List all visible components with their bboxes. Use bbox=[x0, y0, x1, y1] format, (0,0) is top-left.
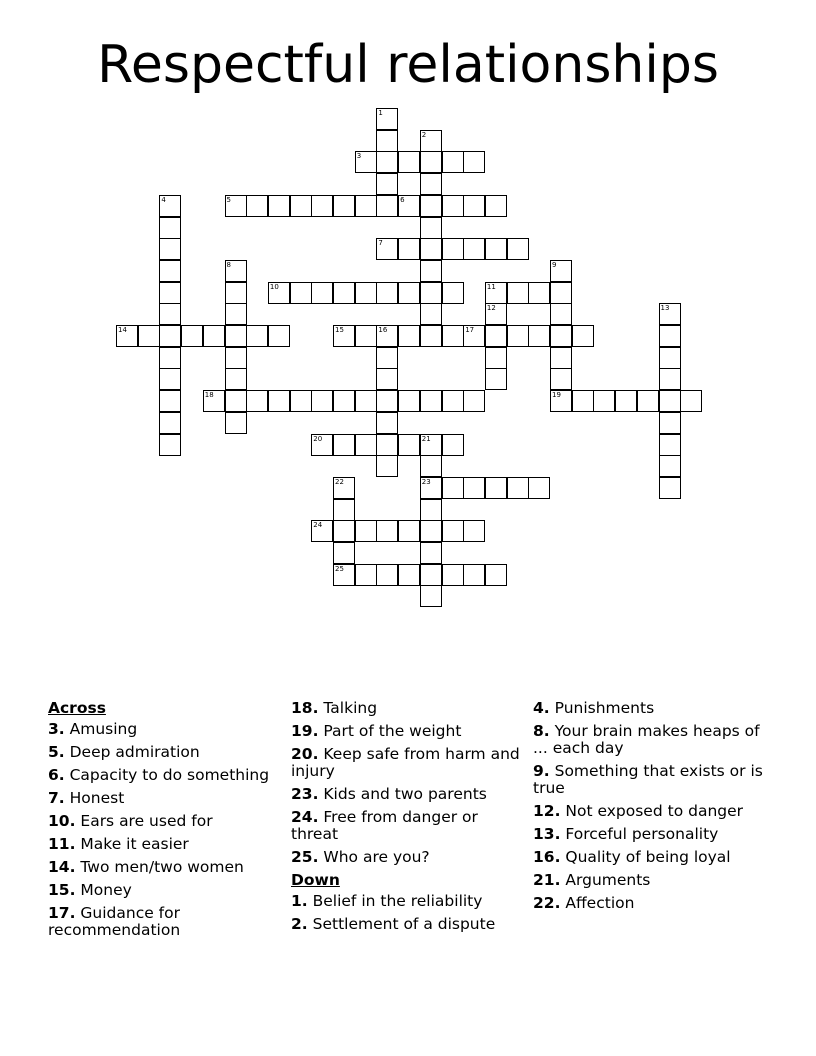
grid-cell[interactable] bbox=[659, 412, 681, 434]
cell-number: 8 bbox=[226, 260, 231, 269]
grid-cell[interactable] bbox=[268, 282, 290, 304]
clue-item bbox=[48, 721, 273, 738]
grid-cell[interactable] bbox=[225, 347, 247, 369]
clue-text: Make it easier bbox=[75, 835, 189, 853]
grid-cell[interactable] bbox=[485, 368, 507, 390]
grid-cell[interactable] bbox=[398, 390, 420, 412]
grid-cell[interactable] bbox=[420, 477, 442, 499]
grid-cell[interactable] bbox=[159, 368, 181, 390]
clue-text: Something that exists or is true bbox=[533, 762, 763, 797]
clue-number: 16. bbox=[533, 848, 561, 866]
grid-cell[interactable] bbox=[355, 520, 377, 542]
grid-cell[interactable] bbox=[116, 325, 138, 347]
grid-cell[interactable] bbox=[225, 390, 247, 412]
grid-cell[interactable] bbox=[333, 282, 355, 304]
grid-cell[interactable] bbox=[528, 282, 550, 304]
grid-cell[interactable] bbox=[420, 434, 442, 456]
grid-cell[interactable] bbox=[290, 282, 312, 304]
grid-cell[interactable] bbox=[290, 195, 312, 217]
clue-number: 20. bbox=[291, 745, 319, 763]
clue-number: 4. bbox=[533, 699, 550, 717]
clue-item bbox=[291, 723, 521, 740]
grid-cell[interactable] bbox=[463, 520, 485, 542]
cell-number: 9 bbox=[552, 260, 557, 269]
clue-item bbox=[48, 744, 273, 761]
cell-number: 20 bbox=[313, 434, 323, 443]
clue-number: 25. bbox=[291, 848, 319, 866]
clue-number: 3. bbox=[48, 720, 65, 738]
grid-cell[interactable] bbox=[442, 434, 464, 456]
clue-item bbox=[291, 700, 521, 717]
grid-cell[interactable] bbox=[376, 412, 398, 434]
clue-number: 1. bbox=[291, 892, 308, 910]
clue-text: Part of the weight bbox=[318, 722, 462, 740]
grid-cell[interactable] bbox=[442, 477, 464, 499]
grid-cell[interactable] bbox=[442, 390, 464, 412]
grid-cell[interactable] bbox=[659, 477, 681, 499]
grid-cell[interactable] bbox=[420, 260, 442, 282]
clue-item bbox=[533, 895, 773, 912]
grid-cell[interactable] bbox=[442, 564, 464, 586]
cell-number: 24 bbox=[313, 521, 323, 530]
grid-cell[interactable] bbox=[420, 325, 442, 347]
clue-item bbox=[291, 916, 521, 933]
clue-text: Free from danger or threat bbox=[291, 808, 478, 843]
grid-cell[interactable] bbox=[680, 390, 702, 412]
grid-cell[interactable] bbox=[442, 151, 464, 173]
clue-item bbox=[533, 723, 773, 757]
grid-cell[interactable] bbox=[550, 325, 572, 347]
grid-cell[interactable] bbox=[376, 173, 398, 195]
clue-number: 17. bbox=[48, 904, 76, 922]
grid-cell[interactable] bbox=[507, 477, 529, 499]
clue-number: 14. bbox=[48, 858, 76, 876]
grid-cell[interactable] bbox=[159, 238, 181, 260]
grid-cell[interactable] bbox=[159, 282, 181, 304]
cell-number: 1 bbox=[378, 109, 383, 117]
clue-number: 19. bbox=[291, 722, 319, 740]
grid-cell[interactable] bbox=[376, 238, 398, 260]
clue-number: 15. bbox=[48, 881, 76, 899]
cell-number: 13 bbox=[660, 304, 670, 313]
cell-number: 3 bbox=[356, 152, 362, 161]
grid-cell[interactable] bbox=[355, 325, 377, 347]
grid-cell[interactable] bbox=[333, 499, 355, 521]
clue-item bbox=[291, 893, 521, 910]
clue-text: Quality of being loyal bbox=[560, 848, 731, 866]
grid-cell[interactable] bbox=[376, 434, 398, 456]
clue-number: 21. bbox=[533, 871, 561, 889]
clue-text: Your brain makes heaps of ... each day bbox=[533, 722, 760, 757]
clue-item bbox=[291, 786, 521, 803]
grid-cell[interactable] bbox=[355, 564, 377, 586]
grid-cell[interactable] bbox=[420, 564, 442, 586]
grid-cell[interactable] bbox=[333, 564, 355, 586]
cell-number: 25 bbox=[335, 564, 344, 573]
grid-cell[interactable] bbox=[420, 195, 442, 217]
grid-cell[interactable] bbox=[398, 282, 420, 304]
clue-number: 5. bbox=[48, 743, 65, 761]
grid-cell[interactable] bbox=[376, 564, 398, 586]
page-title: Respectful relationships bbox=[97, 35, 719, 95]
grid-cell[interactable] bbox=[550, 282, 572, 304]
clue-number: 18. bbox=[291, 699, 319, 717]
grid-cell[interactable] bbox=[376, 325, 398, 347]
grid-cell[interactable] bbox=[159, 390, 181, 412]
cell-number: 11 bbox=[486, 282, 496, 291]
clue-text: Ears are used for bbox=[75, 812, 213, 830]
grid-cell[interactable] bbox=[485, 325, 507, 347]
grid-cell[interactable] bbox=[159, 260, 181, 282]
grid-cell[interactable] bbox=[463, 195, 485, 217]
clue-text: Deep admiration bbox=[64, 743, 200, 761]
grid-cell[interactable] bbox=[246, 195, 268, 217]
grid-cell[interactable] bbox=[376, 455, 398, 477]
clue-number: 23. bbox=[291, 785, 319, 803]
grid-cell[interactable] bbox=[637, 390, 659, 412]
clue-item bbox=[533, 700, 773, 717]
grid-cell[interactable] bbox=[355, 390, 377, 412]
grid-cell[interactable] bbox=[485, 195, 507, 217]
cell-number: 4 bbox=[161, 195, 166, 204]
clue-section-header: Down bbox=[291, 871, 340, 889]
grid-cell[interactable] bbox=[593, 390, 615, 412]
grid-cell[interactable] bbox=[442, 520, 464, 542]
grid-cell[interactable] bbox=[485, 303, 507, 325]
grid-cell[interactable] bbox=[507, 282, 529, 304]
clue-item bbox=[48, 882, 273, 899]
grid-cell[interactable] bbox=[420, 390, 442, 412]
cell-number: 22 bbox=[335, 477, 344, 486]
grid-cell[interactable] bbox=[159, 325, 181, 347]
clue-item bbox=[291, 849, 521, 866]
grid-cell[interactable] bbox=[485, 347, 507, 369]
clue-text: Keep safe from harm and injury bbox=[291, 745, 520, 780]
grid-cell[interactable] bbox=[442, 238, 464, 260]
grid-cell[interactable] bbox=[485, 477, 507, 499]
grid-cell[interactable] bbox=[615, 390, 637, 412]
grid-cell[interactable] bbox=[225, 368, 247, 390]
clue-text: Belief in the reliability bbox=[307, 892, 483, 910]
clue-number: 24. bbox=[291, 808, 319, 826]
clue-item bbox=[48, 790, 273, 807]
clue-text: Forceful personality bbox=[560, 825, 719, 843]
clue-number: 7. bbox=[48, 789, 65, 807]
clue-number: 2. bbox=[291, 915, 308, 933]
grid-cell[interactable] bbox=[420, 303, 442, 325]
grid-cell[interactable] bbox=[507, 238, 529, 260]
grid-cell[interactable] bbox=[311, 195, 333, 217]
clue-number: 8. bbox=[533, 722, 550, 740]
grid-cell[interactable] bbox=[659, 303, 681, 325]
grid-cell[interactable] bbox=[528, 477, 550, 499]
grid-cell[interactable] bbox=[268, 325, 290, 347]
grid-cell[interactable] bbox=[376, 390, 398, 412]
grid-cell[interactable] bbox=[442, 325, 464, 347]
grid-cell[interactable] bbox=[355, 282, 377, 304]
grid-cell[interactable] bbox=[376, 347, 398, 369]
grid-cell[interactable] bbox=[528, 325, 550, 347]
grid-cell[interactable] bbox=[420, 238, 442, 260]
grid-cell[interactable] bbox=[398, 151, 420, 173]
grid-cell[interactable] bbox=[420, 151, 442, 173]
grid-cell[interactable] bbox=[463, 151, 485, 173]
clue-text: Money bbox=[75, 881, 132, 899]
clue-text: Talking bbox=[318, 699, 378, 717]
clue-text: Capacity to do something bbox=[64, 766, 270, 784]
grid-cell[interactable] bbox=[572, 325, 594, 347]
clue-item bbox=[48, 813, 273, 830]
clue-text: Who are you? bbox=[318, 848, 430, 866]
grid-cell[interactable] bbox=[181, 325, 203, 347]
grid-cell[interactable] bbox=[485, 564, 507, 586]
grid-cell[interactable] bbox=[333, 195, 355, 217]
grid-cell[interactable] bbox=[463, 390, 485, 412]
grid-cell[interactable] bbox=[333, 390, 355, 412]
grid-cell[interactable] bbox=[420, 217, 442, 239]
grid-cell[interactable] bbox=[420, 542, 442, 564]
grid-cell[interactable] bbox=[398, 564, 420, 586]
clue-text: Kids and two parents bbox=[318, 785, 487, 803]
clue-number: 12. bbox=[533, 802, 561, 820]
grid-cell[interactable] bbox=[311, 282, 333, 304]
clue-item bbox=[533, 763, 773, 797]
grid-cell[interactable] bbox=[398, 520, 420, 542]
grid-cell[interactable] bbox=[659, 390, 681, 412]
grid-cell[interactable] bbox=[355, 434, 377, 456]
cell-number: 15 bbox=[335, 326, 344, 334]
clue-text: Not exposed to danger bbox=[560, 802, 744, 820]
clue-item bbox=[291, 746, 521, 780]
grid-cell[interactable] bbox=[268, 195, 290, 217]
clue-item bbox=[291, 809, 521, 843]
grid-cell[interactable] bbox=[659, 325, 681, 347]
clue-number: 11. bbox=[48, 835, 76, 853]
cell-number: 18 bbox=[204, 391, 214, 400]
grid-cell[interactable] bbox=[463, 325, 485, 347]
grid-cell[interactable] bbox=[507, 325, 529, 347]
clue-text: Amusing bbox=[64, 720, 138, 738]
clue-item bbox=[48, 767, 273, 784]
grid-cell[interactable] bbox=[333, 434, 355, 456]
clue-number: 9. bbox=[533, 762, 550, 780]
cell-number: 2 bbox=[421, 130, 427, 139]
grid-cell[interactable] bbox=[420, 585, 442, 607]
grid-cell[interactable] bbox=[376, 151, 398, 173]
grid-cell[interactable] bbox=[246, 390, 268, 412]
grid-cell[interactable] bbox=[659, 434, 681, 456]
grid-cell[interactable] bbox=[398, 434, 420, 456]
cell-number: 19 bbox=[552, 391, 561, 400]
grid-cell[interactable] bbox=[225, 325, 247, 347]
grid-cell[interactable] bbox=[268, 390, 290, 412]
grid-cell[interactable] bbox=[463, 238, 485, 260]
grid-cell[interactable] bbox=[442, 282, 464, 304]
clue-column-3 bbox=[533, 700, 773, 918]
grid-cell[interactable] bbox=[550, 303, 572, 325]
clue-number: 13. bbox=[533, 825, 561, 843]
grid-cell[interactable] bbox=[333, 520, 355, 542]
grid-cell[interactable] bbox=[463, 477, 485, 499]
grid-cell[interactable] bbox=[159, 195, 181, 217]
cell-number: 16 bbox=[378, 326, 388, 334]
grid-cell[interactable] bbox=[398, 195, 420, 217]
clue-item bbox=[533, 826, 773, 843]
grid-cell[interactable] bbox=[376, 108, 398, 130]
grid-cell[interactable] bbox=[159, 434, 181, 456]
grid-cell[interactable] bbox=[420, 499, 442, 521]
clue-text: Punishments bbox=[549, 699, 655, 717]
grid-cell[interactable] bbox=[225, 412, 247, 434]
clue-number: 10. bbox=[48, 812, 76, 830]
grid-cell[interactable] bbox=[159, 303, 181, 325]
clue-item bbox=[533, 803, 773, 820]
grid-cell[interactable] bbox=[420, 455, 442, 477]
grid-cell[interactable] bbox=[355, 195, 377, 217]
grid-cell[interactable] bbox=[159, 347, 181, 369]
clue-item bbox=[48, 859, 273, 876]
grid-cell[interactable] bbox=[159, 217, 181, 239]
grid-cell[interactable] bbox=[290, 390, 312, 412]
grid-cell[interactable] bbox=[572, 390, 594, 412]
clue-column-1 bbox=[48, 700, 273, 945]
cell-number: 12 bbox=[486, 304, 496, 313]
grid-cell[interactable] bbox=[485, 282, 507, 304]
grid-cell[interactable] bbox=[246, 325, 268, 347]
grid-cell[interactable] bbox=[420, 173, 442, 195]
grid-cell[interactable] bbox=[355, 151, 377, 173]
grid-cell[interactable] bbox=[550, 260, 572, 282]
cell-number: 7 bbox=[378, 239, 383, 248]
grid-cell[interactable] bbox=[550, 390, 572, 412]
grid-cell[interactable] bbox=[659, 455, 681, 477]
cell-number: 10 bbox=[269, 282, 279, 291]
grid-cell[interactable] bbox=[203, 390, 225, 412]
grid-cell[interactable] bbox=[225, 195, 247, 217]
cell-number: 14 bbox=[118, 326, 127, 334]
grid-cell[interactable] bbox=[333, 325, 355, 347]
grid-cell[interactable] bbox=[376, 520, 398, 542]
grid-cell[interactable] bbox=[463, 564, 485, 586]
grid-cell[interactable] bbox=[550, 368, 572, 390]
clue-item bbox=[48, 836, 273, 853]
grid-cell[interactable] bbox=[203, 325, 225, 347]
clue-number: 22. bbox=[533, 894, 561, 912]
clue-text: Affection bbox=[560, 894, 635, 912]
grid-cell[interactable] bbox=[550, 347, 572, 369]
grid-cell[interactable] bbox=[376, 195, 398, 217]
clue-number: 6. bbox=[48, 766, 65, 784]
grid-cell[interactable] bbox=[333, 542, 355, 564]
clue-section-header: Across bbox=[48, 699, 106, 717]
clue-text: Guidance for recommendation bbox=[48, 904, 181, 939]
grid-cell[interactable] bbox=[659, 347, 681, 369]
grid-cell[interactable] bbox=[442, 195, 464, 217]
grid-cell[interactable] bbox=[659, 368, 681, 390]
grid-cell[interactable] bbox=[225, 282, 247, 304]
grid-cell[interactable] bbox=[225, 303, 247, 325]
grid-cell[interactable] bbox=[376, 282, 398, 304]
clue-text: Honest bbox=[64, 789, 125, 807]
grid-cell[interactable] bbox=[138, 325, 160, 347]
clue-item bbox=[533, 849, 773, 866]
cell-number: 17 bbox=[465, 326, 475, 334]
cell-number: 6 bbox=[400, 195, 405, 204]
grid-cell[interactable] bbox=[420, 282, 442, 304]
clue-column-2 bbox=[291, 700, 521, 939]
grid-cell[interactable] bbox=[311, 434, 333, 456]
clue-text: Two men/two women bbox=[75, 858, 244, 876]
grid-cell[interactable] bbox=[398, 325, 420, 347]
grid-cell[interactable] bbox=[333, 477, 355, 499]
grid-cell[interactable] bbox=[311, 520, 333, 542]
grid-cell[interactable] bbox=[420, 520, 442, 542]
grid-cell[interactable] bbox=[485, 238, 507, 260]
clue-text: Settlement of a dispute bbox=[307, 915, 496, 933]
grid-cell[interactable] bbox=[376, 130, 398, 152]
clue-item bbox=[533, 872, 773, 889]
grid-cell[interactable] bbox=[376, 368, 398, 390]
grid-cell[interactable] bbox=[398, 238, 420, 260]
grid-cell[interactable] bbox=[311, 390, 333, 412]
clue-item bbox=[48, 905, 273, 939]
cell-number: 5 bbox=[226, 195, 231, 204]
grid-cell[interactable] bbox=[159, 412, 181, 434]
grid-cell[interactable] bbox=[225, 260, 247, 282]
cell-number: 21 bbox=[421, 434, 431, 443]
cell-number: 23 bbox=[421, 477, 431, 486]
grid-cell[interactable] bbox=[420, 130, 442, 152]
clue-text: Arguments bbox=[560, 871, 651, 889]
